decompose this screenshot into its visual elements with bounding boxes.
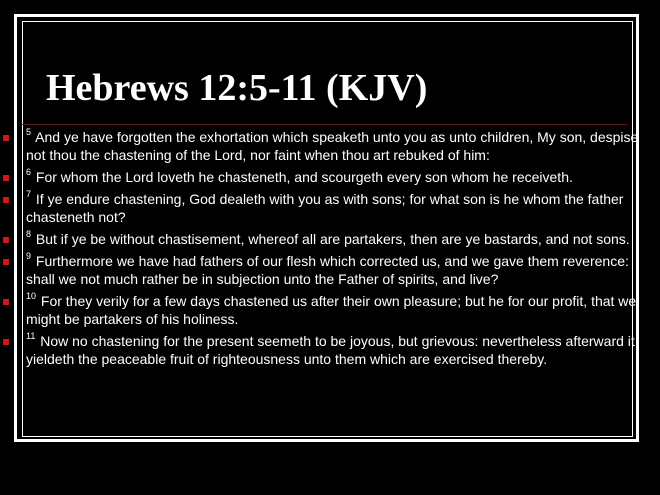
verse-item <box>0 332 640 368</box>
verse-item <box>0 168 640 186</box>
bullet-icon <box>3 339 9 345</box>
title-divider <box>22 124 628 125</box>
verse-number: 6 <box>26 167 32 178</box>
verse-number: 7 <box>26 189 32 200</box>
bullet-icon <box>3 237 9 243</box>
verse-item <box>0 292 640 328</box>
verse-text: But if ye be without chastisement, whereof all are partakers, then are ye bastards, and not sons. <box>35 231 630 247</box>
verse-text: For whom the Lord loveth he chasteneth, and scourgeth every son whom he receiveth. <box>35 169 573 185</box>
verse-number: 10 <box>26 291 37 302</box>
verse-text: If ye endure chastening, God dealeth with you as with sons; for what son is he whom the father chasteneth not? <box>26 191 624 225</box>
verse-text: Furthermore we have had fathers of our flesh which corrected us, and we gave them reverence: shall we not much rather be in subjection unto the Father of spirits, and live? <box>26 253 629 287</box>
verse-list <box>0 128 640 372</box>
verse-number: 5 <box>26 127 32 138</box>
bullet-icon <box>3 175 9 181</box>
verse-item <box>0 128 640 164</box>
verse-item <box>0 230 640 248</box>
verse-text: For they verily for a few days chastened us after their own pleasure; but he for our profit, that we might be partakers of his holiness. <box>26 293 637 327</box>
bullet-icon <box>3 135 9 141</box>
bullet-icon <box>3 259 9 265</box>
verse-text: And ye have forgotten the exhortation which speaketh unto you as unto children, My son, despise not thou the chastening of the Lord, nor faint when thou art rebuked of him: <box>26 129 639 163</box>
verse-item <box>0 190 640 226</box>
verse-text: Now no chastening for the present seemeth to be joyous, but grievous: nevertheless afterward it yieldeth the peaceable fruit of righteousness unto them which are exercised thereby. <box>26 333 635 367</box>
slide-title: Hebrews 12:5-11 (KJV) <box>46 67 428 109</box>
verse-number: 9 <box>26 251 32 262</box>
verse-item <box>0 252 640 288</box>
verse-number: 8 <box>26 229 32 240</box>
bullet-icon <box>3 299 9 305</box>
bullet-icon <box>3 197 9 203</box>
verse-number: 11 <box>26 331 36 342</box>
